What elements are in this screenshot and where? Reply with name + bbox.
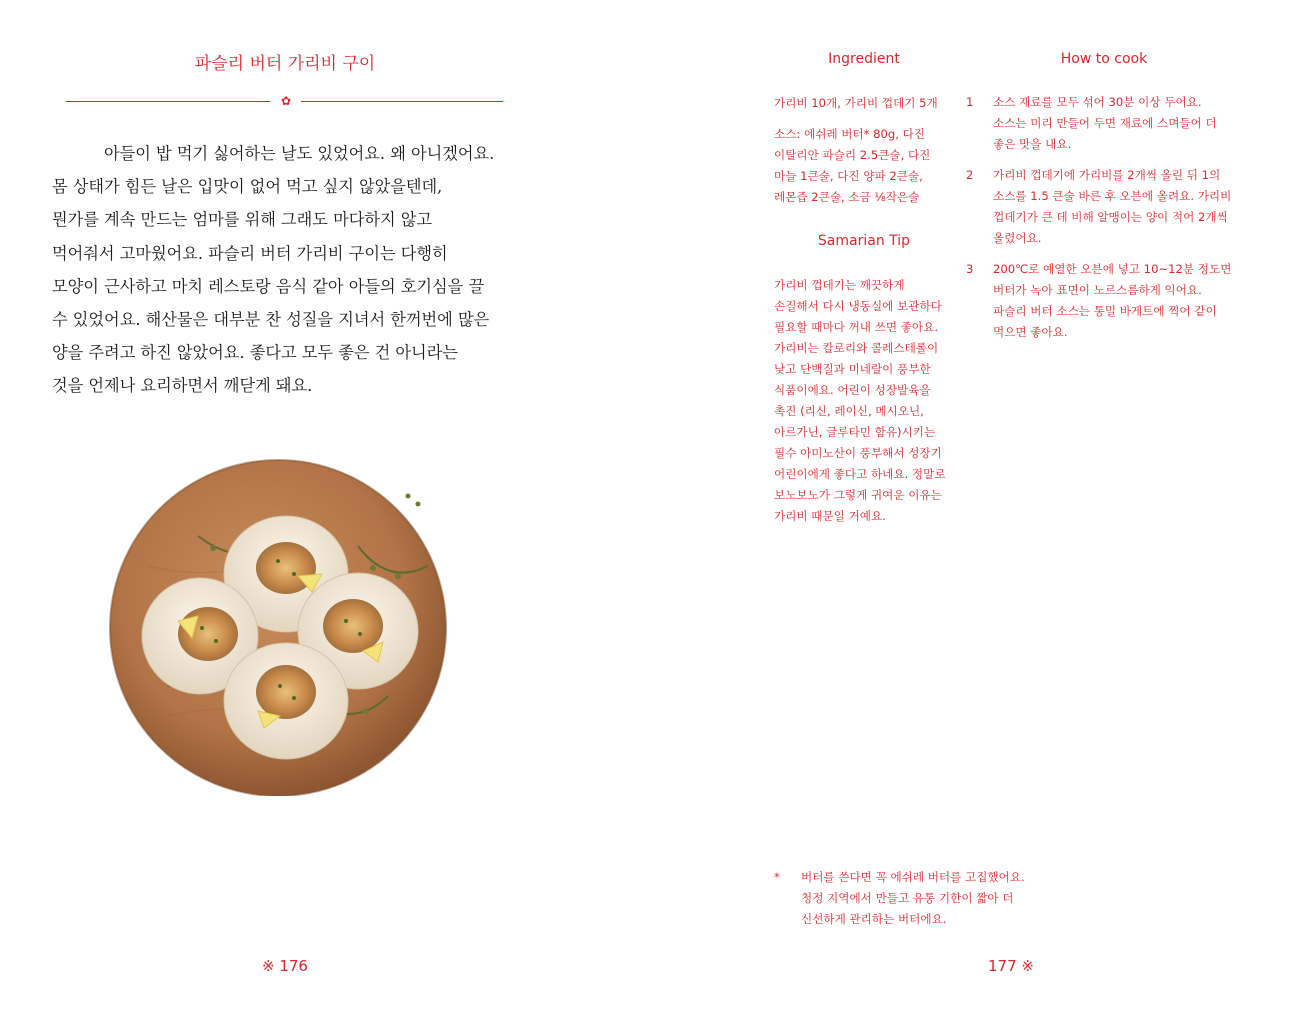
cooking-steps [966, 92, 1236, 353]
sauce-line: 마늘 1큰술, 다진 양파 2큰술, [774, 169, 923, 183]
body-line: 양을 주려고 하진 않았어요. 좋다고 모두 좋은 건 아니라는 [52, 343, 458, 363]
step-line: 소스는 미리 만들어 두면 재료에 스며들어 더 [993, 116, 1217, 130]
title-divider-left [66, 101, 270, 102]
sauce-line: 이탈리안 파슬리 2.5큰술, 다진 [774, 148, 931, 162]
step-line: 먹으면 좋아요. [993, 325, 1068, 339]
how-to-cook-heading: How to cook [1060, 51, 1148, 67]
page-number-right: 177 ※ [988, 957, 1034, 975]
tip-heading: Samarian Tip [817, 233, 911, 249]
step-number: 3 [966, 262, 974, 276]
tip-line: 필요할 때마다 꺼내 쓰면 좋아요. [774, 320, 939, 334]
page-number-left: ※ 176 [262, 957, 308, 975]
tip-line: 가리비 때문일 거예요. [774, 509, 886, 523]
step-line: 파슬리 버터 소스는 통밀 바게트에 찍어 같이 [993, 304, 1217, 318]
body-line: 먹어줘서 고마웠어요. 파슬리 버터 가리비 구이는 다행히 [52, 243, 448, 263]
tip-line: 어린이에게 좋다고 하네요. 정말로 [774, 467, 946, 481]
step-line: 200℃로 예열한 오븐에 넣고 10~12분 정도면 [993, 262, 1232, 276]
step-item [966, 259, 1236, 343]
body-line: 것을 언제나 요리하면서 깨닫게 돼요. [52, 376, 313, 396]
step-line: 껍데기가 큰 데 비해 알맹이는 양이 적어 2개씩 [993, 210, 1228, 224]
body-line: 뭔가를 계속 만드는 엄마를 위해 그래도 마다하지 않고 [52, 210, 433, 230]
right-page [646, 0, 1293, 1024]
sauce-line: 레몬즙 2큰술, 소금 ⅛작은술 [774, 190, 920, 204]
step-number: 1 [966, 95, 974, 109]
step-line: 소스를 1.5 큰술 바른 후 오븐에 올려요. 가리비 [993, 189, 1232, 203]
step-line: 좋은 맛을 내요. [993, 137, 1072, 151]
footnote-asterisk: * [774, 870, 780, 884]
tip-line: 손질해서 다시 냉동실에 보관하다 [774, 299, 942, 313]
footnote-line: 청정 지역에서 만들고 유통 기한이 짧아 더 [801, 891, 1014, 905]
body-line: 수 있었어요. 해산물은 대부분 찬 성질을 지녀서 한꺼번에 많은 [52, 310, 490, 330]
tip-line: 보노보노가 그렇게 귀여운 이유는 [774, 488, 942, 502]
footnote-line: 신선하게 관리하는 버터에요. [801, 912, 947, 926]
ingredient-heading: Ingredient [828, 51, 900, 67]
tip-line: 아르가닌, 글루타민 함유)시키는 [774, 425, 936, 439]
tip-line: 식품이에요. 어린이 성장발육을 [774, 383, 931, 397]
body-line: 아들이 밥 먹기 싫어하는 날도 있었어요. 왜 아니겠어요. [104, 144, 495, 163]
step-item [966, 92, 1236, 155]
tip-paragraph [774, 275, 964, 527]
step-line: 올렸어요. [993, 231, 1042, 245]
tip-line: 가리비는 칼로리와 콜레스테롤이 [774, 341, 939, 355]
sauce-ingredients [774, 124, 959, 208]
sauce-line: 소스: 에쉬레 버터* 80g, 다진 [774, 127, 926, 141]
body-line: 모양이 근사하고 마치 레스토랑 음식 같아 아들의 호기심을 끌 [52, 276, 485, 296]
step-item [966, 165, 1236, 249]
tip-line: 낮고 단백질과 미네랄이 풍부한 [774, 362, 931, 376]
title-divider-right [301, 101, 503, 102]
scallop-dish-photo [108, 456, 448, 796]
step-line: 소스 재료를 모두 섞어 30분 이상 두어요. [993, 95, 1202, 109]
intro-paragraph [52, 137, 522, 403]
left-page [0, 0, 646, 1024]
ingredient-main: 가리비 10개, 가리비 껍데기 5개 [774, 96, 938, 110]
recipe-title: 파슬리 버터 가리비 구이 [194, 54, 376, 74]
step-line: 버터가 녹아 표면이 노르스름하게 익어요. [993, 283, 1202, 297]
flower-ornament-icon: ✿ [280, 94, 292, 108]
ingredient-list [774, 93, 959, 114]
tip-line: 가리비 껍데기는 깨끗하게 [774, 278, 905, 292]
tip-line: 촉진 (리신, 레이신, 메시오닌, [774, 404, 924, 418]
step-line: 가리비 껍데기에 가리비를 2개씩 올린 뒤 1의 [993, 168, 1221, 182]
body-line: 몸 상태가 힘든 날은 입맛이 없어 먹고 싶지 않았을텐데, [52, 177, 443, 197]
footnote [774, 867, 1074, 930]
tip-line: 필수 아미노산이 풍부해서 성장기 [774, 446, 942, 460]
footnote-line: 버터를 쓴다면 꼭 에쉬레 버터를 고집했어요. [801, 870, 1025, 884]
step-number: 2 [966, 168, 974, 182]
